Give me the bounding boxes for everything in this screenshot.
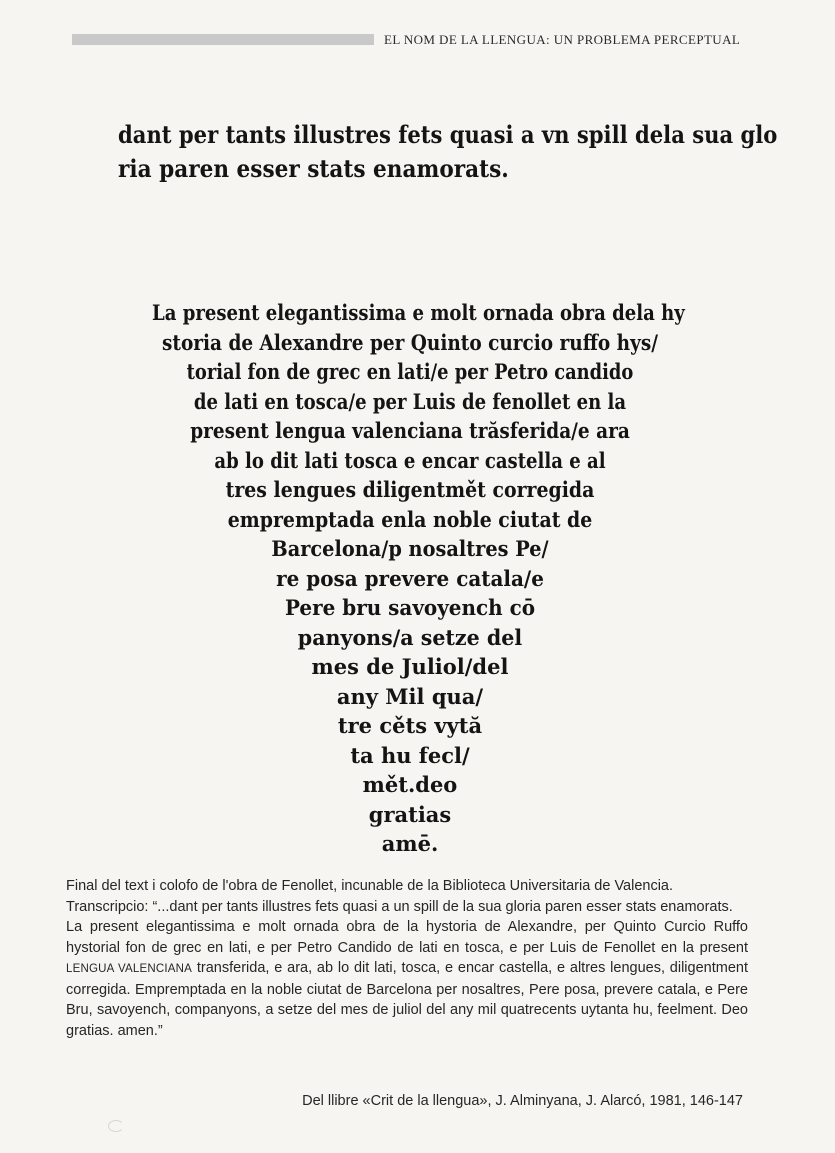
caption-smallcaps: LENGUA VALENCIANA [66, 963, 193, 975]
colophon-line: present lengua valenciana trăsferida/e ara [190, 418, 630, 443]
colophon-line: empremptada enla noble ciutat de [227, 506, 593, 532]
incunable-text-fragment [118, 118, 778, 186]
fragment-line: dant per tants illustres fets quasi a vn spill dela sua glo [118, 120, 778, 149]
colophon-line: mes de Juliol/del [311, 654, 509, 679]
caption-transcription-intro: Transcripcio: “...dant per tants illustres fets quasi a un spill de la sua gloria paren esser stats enamorats. [66, 898, 733, 915]
colophon-line: tre cěts vytă [337, 713, 483, 738]
colophon-line: re posa prevere catala/e [276, 565, 544, 591]
caption-text: transferida, e ara, ab lo dit lati, tosca, e encar castella, e altres lengues, diligentment corregida. Empremptada en la noble ciutat de Barcelona per nosaltres, Pere posa, prevere catala, e Pere Bru, savoyench, companyons, a setze del mes de juliol del any mil quatrecents uytanta hu, feelment. Deo gratias. amen.” [66, 960, 748, 1039]
colophon-line: torial fon de grec en lati/e per Petro candido [186, 359, 634, 384]
colophon-line: any Mil qua/ [336, 683, 484, 709]
fragment-line: ria paren esser stats enamorats. [118, 154, 509, 183]
colophon-line: amē. [381, 831, 439, 856]
colophon-line: ta hu fecl/ [350, 742, 470, 768]
colophon-line: gratias [368, 801, 452, 827]
colophon-line: de lati en tosca/e per Luis de fenollet en la [193, 388, 627, 414]
source-citation: Del llibre «Crit de la llengua», J. Alminyana, J. Alarcó, 1981, 146-147 [302, 1093, 743, 1109]
colophon-line: tres lengues diligentmět corregida [225, 477, 595, 502]
colophon-line: storia de Alexandre per Quinto curcio ruffo hys/ [162, 329, 658, 355]
colophon-inverted-triangle [110, 298, 710, 859]
colophon-line: ab lo dit lati tosca e encar castella e al [214, 447, 606, 473]
caption-transcription-body [66, 917, 748, 1041]
caption-line: Final del text i colofo de l'obra de Fenollet, incunable de la Biblioteca Universitaria de Valencia. [66, 878, 674, 894]
figure-caption [66, 876, 748, 1041]
running-header: EL NOM DE LA LLENGUA: UN PROBLEMA PERCEPTUAL [384, 32, 741, 47]
colophon-line: Barcelona/p nosaltres Pe/ [271, 536, 549, 561]
faint-page-mark [108, 1120, 124, 1132]
caption-text: La present elegantissima e molt ornada obra de la hystoria de Alexandre, per Quinto Curcio Ruffo hystorial fon de grec en lati, e per Petro Candido de lati en tosca, e per Luis de Fenollet en la present [66, 919, 748, 956]
header-rule [72, 34, 374, 45]
colophon-line: La present elegantissima e molt ornada obra dela hy [152, 300, 685, 325]
colophon-line: panyons/a setze del [297, 624, 523, 650]
colophon-line: Pere bru savoyench cō [284, 595, 536, 620]
colophon-line: mět.deo [362, 772, 458, 797]
